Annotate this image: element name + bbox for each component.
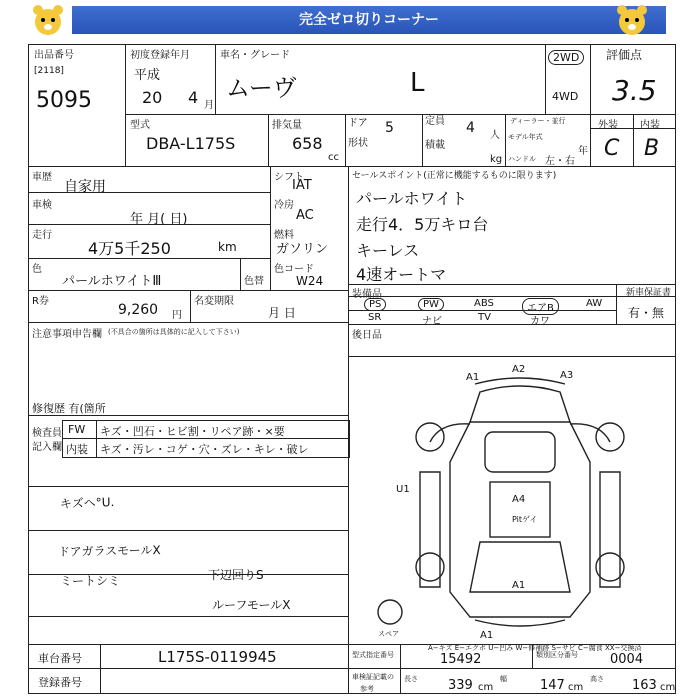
shape-label: 形状	[348, 138, 368, 149]
car-grade: L	[410, 68, 425, 98]
equip-abs: ABS	[474, 298, 494, 309]
mark-u1: U1	[396, 484, 410, 495]
capacity-unit: 人	[490, 130, 500, 141]
model-year-label: モデル年式	[508, 133, 543, 141]
drive-4wd: 4WD	[552, 90, 579, 103]
handle-label: ハンドル	[508, 155, 536, 163]
inspector-label-2: 記入欄	[32, 442, 62, 453]
score-value: 3.5	[612, 74, 657, 107]
interior-label: 内装	[640, 120, 660, 131]
height-label: 高さ	[590, 675, 604, 683]
registration-label: 登録番号	[38, 676, 82, 689]
fw-items: キズ・凹石・ヒビ割・リペア跡・×要	[100, 425, 285, 438]
reg-month: 4	[188, 88, 199, 107]
equip-navi: ナビ	[422, 316, 442, 327]
drive-2wd: 2WD	[548, 50, 584, 65]
equipment-label: 装備品	[352, 289, 382, 300]
warranty-label: 新車保証書	[626, 288, 672, 298]
length-unit: cm	[478, 682, 494, 693]
inspection-label: 車検	[32, 200, 52, 211]
dealer-label: ディーラー・並行	[510, 117, 566, 125]
width-value: 147	[540, 678, 565, 693]
car-label: 車名・グレード	[220, 50, 290, 61]
mileage-unit: km	[218, 240, 237, 254]
equip-pw: PW	[418, 298, 444, 311]
ownership-value: 月 日	[268, 306, 296, 320]
length-label: 長さ	[404, 675, 418, 683]
inspector-label-1: 検査員	[32, 428, 62, 439]
dim-ref: 参考	[360, 685, 374, 693]
doors-label: ドア	[348, 118, 368, 129]
car-name: ムーヴ	[226, 74, 297, 102]
lot-code: [2118]	[34, 66, 64, 76]
recycle-value: 9,260	[118, 302, 159, 318]
reg-year: 20	[142, 88, 163, 107]
reg-era: 平成	[134, 68, 161, 83]
displacement-unit: cc	[328, 152, 339, 163]
hw-note-2: ドアガラスモールX	[57, 543, 161, 559]
height-unit: cm	[660, 682, 676, 693]
color-value: パールホワイトⅢ	[62, 274, 162, 289]
fuel-label: 燃料	[274, 230, 294, 241]
recolor-label: 色替	[244, 276, 264, 287]
hw-note-3: ミートシミ	[60, 574, 121, 588]
color-code-label: 色コード	[274, 264, 314, 275]
bear-mascot-right-icon	[614, 2, 650, 38]
exterior-score: C	[604, 136, 620, 161]
reg-label: 初度登録年月	[130, 50, 190, 61]
width-unit: cm	[568, 682, 584, 693]
mileage-value: 4万5千250	[88, 239, 171, 258]
height-value: 163	[632, 678, 657, 693]
hw-note-5: ルーフモールX	[212, 598, 291, 612]
fuel-value: ガソリン	[276, 242, 329, 257]
mark-a1-rear: A1	[512, 580, 526, 591]
doors-value: 5	[385, 120, 394, 136]
int-items: キズ・汚レ・コゲ・穴・ズレ・キレ・破レ	[100, 443, 309, 456]
reg-month-unit: 月	[204, 100, 214, 111]
mark-pitgei: Pitゲイ	[512, 515, 538, 524]
after-items-label: 後日品	[352, 330, 382, 341]
lot-number: 5095	[36, 88, 92, 113]
exterior-label: 外装	[598, 120, 618, 131]
model-no-label: 型式指定番号	[352, 651, 394, 659]
mark-a1-bottom: A1	[480, 630, 494, 641]
mark-a1-top: A1	[466, 372, 480, 383]
repair-history: 修復歴 有(箇所	[32, 402, 106, 415]
inspection-value: 年 月( 日)	[130, 212, 188, 227]
ac-label: 冷房	[274, 200, 294, 211]
equip-tv: TV	[478, 312, 491, 323]
ac-value: AC	[296, 208, 314, 223]
interior-score: B	[644, 136, 660, 161]
dim-label: 車検証記載の	[352, 673, 394, 681]
class-no-label: 類別区分番号	[536, 651, 578, 659]
usage-label: 車歴	[32, 172, 52, 183]
mark-a2: A2	[512, 364, 526, 375]
damage-legend: A−キズ E−エクボ U−凹み W−修補跡 S−サビ C−腐食 XX−交換済	[428, 644, 642, 652]
notes-label: 注意事項申告欄	[32, 329, 102, 340]
selling-line-3: キーレス	[356, 241, 420, 260]
chassis-label: 車台番号	[38, 652, 82, 665]
equip-airbag: エアB	[522, 298, 559, 315]
length-value: 339	[448, 678, 473, 693]
fw-label: FW	[68, 423, 86, 436]
displacement-value: 658	[292, 134, 323, 153]
model-year-unit: 年	[578, 146, 588, 157]
selling-line-4: 4速オートマ	[356, 265, 447, 284]
width-label: 幅	[500, 675, 507, 683]
model-no-value: 15492	[440, 652, 482, 667]
notes-sub: (不具合の箇所は具体的に記入して下さい)	[108, 328, 240, 336]
handle-value: 左・右	[545, 156, 575, 167]
mileage-label: 走行	[32, 230, 52, 241]
selling-label: セールスポイント(正常に機能するものに限ります)	[352, 171, 557, 181]
usage-value: 自家用	[64, 179, 106, 195]
color-label: 色	[32, 264, 42, 275]
score-label: 評価点	[606, 48, 643, 62]
shift-label: シフト	[274, 172, 304, 183]
model-value: DBA-L175S	[146, 134, 236, 153]
selling-line-1: パールホワイト	[356, 189, 468, 208]
hw-note-4: 下辺回りS	[208, 568, 264, 582]
int-label: 内装	[66, 443, 88, 456]
equip-leather: カワ	[530, 316, 550, 327]
bear-mascot-left-icon	[30, 2, 66, 38]
capacity-label: 定員	[425, 116, 445, 127]
model-label: 型式	[130, 120, 150, 131]
selling-line-2: 走行4．5万キロ台	[356, 215, 489, 234]
capacity-value: 4	[466, 120, 475, 136]
displacement-label: 排気量	[272, 120, 302, 131]
equip-sr: SR	[368, 312, 382, 323]
chassis-value: L175S-0119945	[158, 648, 277, 666]
recycle-label: R券	[32, 296, 49, 307]
spare-label: スペア	[378, 630, 399, 638]
color-code: W24	[296, 274, 324, 288]
recycle-unit: 円	[172, 310, 182, 321]
hw-note-1: キズヘ°U.	[59, 495, 115, 511]
lot-label: 出品番号	[34, 50, 74, 61]
mark-a3: A3	[560, 370, 574, 381]
ownership-label: 名変期限	[194, 296, 234, 307]
load-unit: kg	[490, 154, 503, 165]
mark-a4: A4	[512, 494, 526, 505]
equip-aw: AW	[586, 298, 603, 309]
page-banner: 完全ゼロ切りコーナー	[72, 6, 666, 34]
class-no-value: 0004	[610, 652, 644, 667]
car-damage-diagram	[370, 362, 670, 642]
warranty-value: 有・無	[628, 306, 665, 320]
load-label: 積載	[425, 140, 445, 151]
equip-ps: PS	[364, 298, 386, 311]
shift-value: IAT	[292, 178, 312, 193]
